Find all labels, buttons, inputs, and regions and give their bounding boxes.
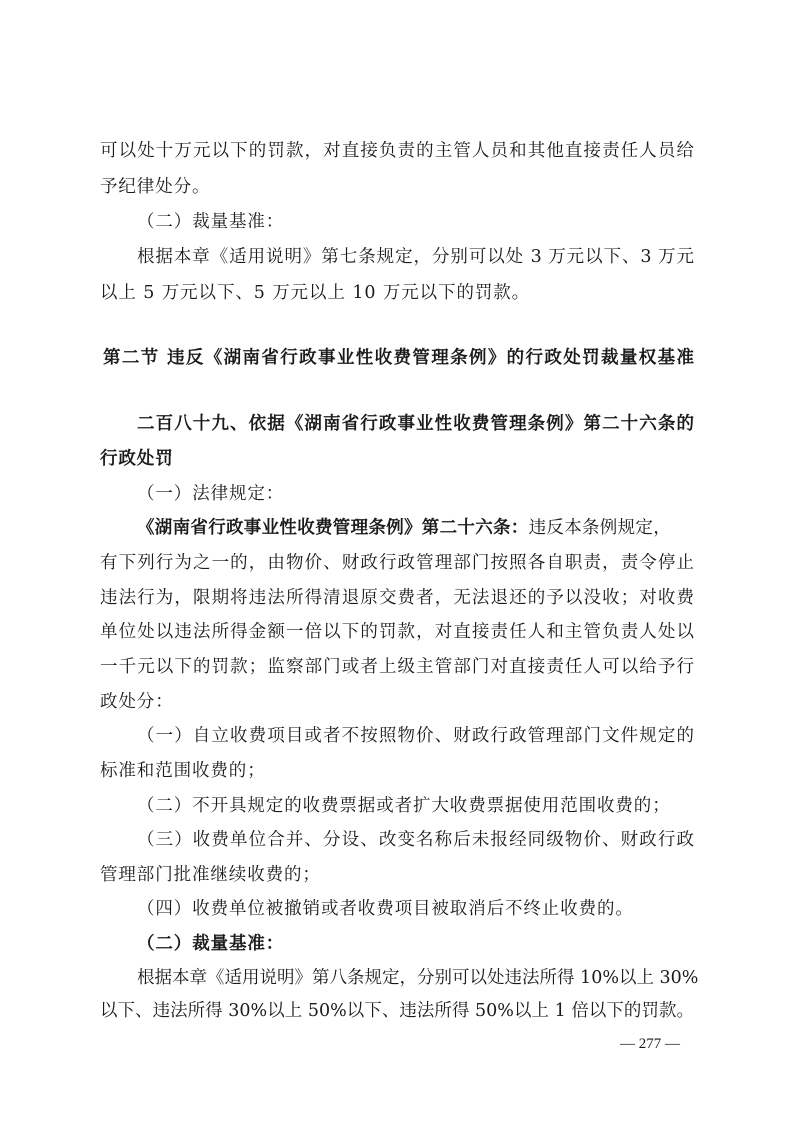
clause-item: （三）收费单位合并、分设、改变名称后未报经同级物价、财政行政 [137, 830, 694, 850]
clause-item-continued: 标准和范围收费的； [100, 761, 266, 781]
body-text-line: 可以处十万元以下的罚款，对直接负责的主管人员和其他直接责任人员给 [100, 141, 694, 161]
law-text-line: 单位处以违法所得金额一倍以下的罚款，对直接责任人和主管负责人处以 [100, 622, 694, 642]
item-title: 二百八十九、依据《湖南省行政事业性收费管理条例》第二十六条的 [137, 414, 694, 434]
law-text-line: 违法行为，限期将违法所得清退原交费者，无法退还的予以没收；对收费 [100, 588, 694, 608]
body-text-line: 根据本章《适用说明》第七条规定，分别可以处 3 万元以下、3 万元 [137, 247, 694, 267]
clause-item: （二）不开具规定的收费票据或者扩大收费票据使用范围收费的； [137, 796, 671, 816]
law-citation: 《湖南省行政事业性收费管理条例》第二十六条： [137, 518, 529, 538]
section-title: 第二节 违反《湖南省行政事业性收费管理条例》的行政处罚裁量权基准 [103, 348, 694, 368]
law-text-line: 一千元以下的罚款；监察部门或者上级主管部门对直接责任人可以给予行 [100, 657, 694, 677]
discretion-text-line: 根据本章《适用说明》第八条规定，分别可以处违法所得 10%以上 30% [137, 968, 699, 988]
body-text-line: 以上 5 万元以下、5 万元以上 10 万元以下的罚款。 [100, 283, 531, 303]
clause-item-continued: 管理部门批准继续收费的； [100, 865, 321, 885]
item-title-continued: 行政处罚 [100, 449, 174, 469]
discretion-label: （二）裁量基准： [137, 934, 285, 954]
law-text-start: 违反本条例规定， [528, 518, 672, 538]
page-number: — 277 — [620, 1036, 680, 1052]
discretion-text-line: 以下、违法所得 30%以上 50%以下、违法所得 50%以上 1 倍以下的罚款。 [100, 1001, 694, 1021]
clause-item: （四）收费单位被撤销或者收费项目被取消后不终止收费的。 [137, 899, 634, 919]
legal-provision-label: （一）法律规定： [137, 484, 285, 504]
law-text-line: 政处分： [100, 692, 174, 712]
law-text-first-line [137, 520, 671, 538]
law-text-line: 有下列行为之一的，由物价、财政行政管理部门按照各自职责，责令停止 [100, 553, 694, 573]
body-text-line: 予纪律处分。 [100, 177, 211, 197]
clause-item: （一）自立收费项目或者不按照物价、财政行政管理部门文件规定的 [137, 726, 694, 746]
sub-heading: （二）裁量基准： [137, 212, 285, 232]
